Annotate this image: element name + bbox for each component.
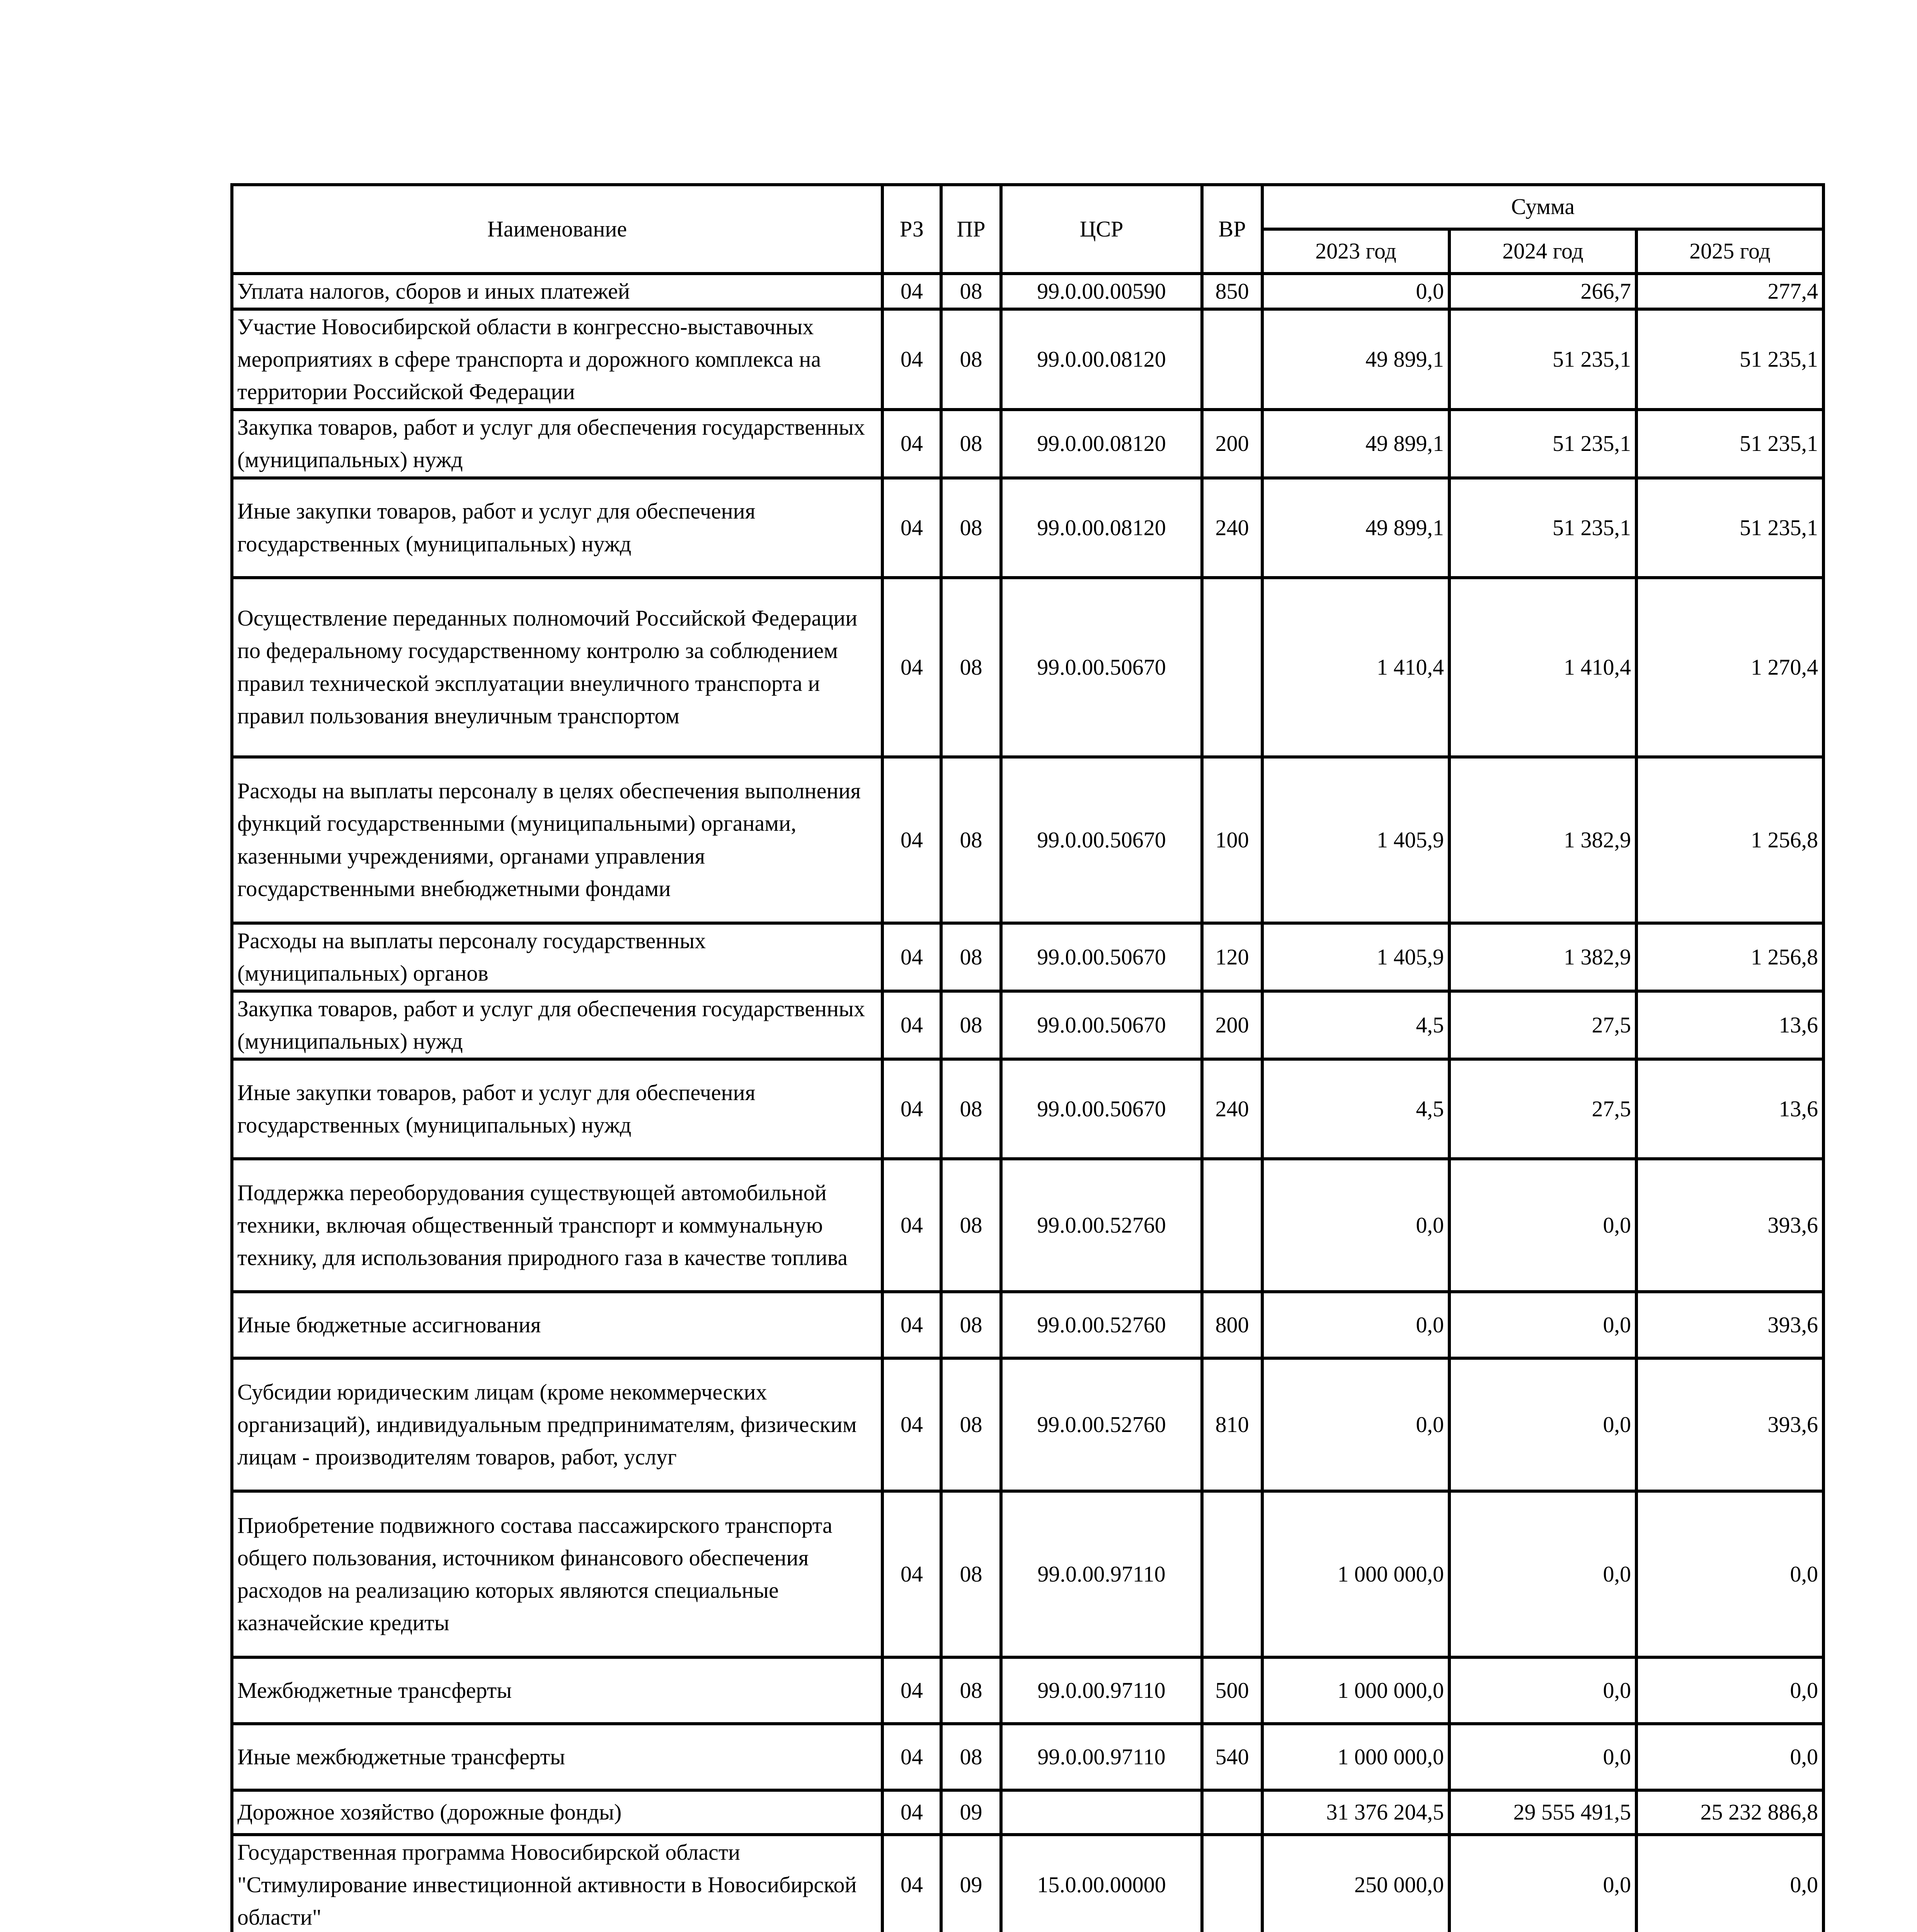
header-csr: ЦСР <box>1001 185 1202 274</box>
table-row <box>232 410 1823 478</box>
cell-pr: 08 <box>941 1724 1001 1790</box>
cell-pr: 08 <box>941 410 1001 478</box>
cell-sum-2023: 4,5 <box>1262 991 1449 1059</box>
cell-sum-2025: 0,0 <box>1636 1724 1823 1790</box>
header-rz: РЗ <box>882 185 941 274</box>
cell-sum-2025: 51 235,1 <box>1636 478 1823 578</box>
cell-rz: 04 <box>882 1358 941 1491</box>
cell-sum-2024: 0,0 <box>1449 1159 1636 1292</box>
cell-sum-2023: 31 376 204,5 <box>1262 1790 1449 1835</box>
table-row <box>232 1059 1823 1159</box>
cell-rz: 04 <box>882 1724 941 1790</box>
cell-sum-2023: 0,0 <box>1262 1159 1449 1292</box>
cell-vr: 100 <box>1202 757 1262 923</box>
table-row <box>232 1292 1823 1358</box>
cell-sum-2024: 51 235,1 <box>1449 478 1636 578</box>
table-row <box>232 757 1823 923</box>
cell-vr: 500 <box>1202 1657 1262 1724</box>
cell-vr <box>1202 1491 1262 1657</box>
cell-rz: 04 <box>882 410 941 478</box>
cell-pr: 08 <box>941 1491 1001 1657</box>
cell-sum-2024: 0,0 <box>1449 1358 1636 1491</box>
header-name: Наименование <box>232 185 882 274</box>
header-sum: Сумма <box>1262 185 1823 229</box>
cell-vr: 240 <box>1202 1059 1262 1159</box>
table-row <box>232 1835 1823 1932</box>
cell-name: Закупка товаров, работ и услуг для обеспечения государственных (муниципальных) нужд <box>232 410 882 478</box>
cell-sum-2024: 266,7 <box>1449 274 1636 309</box>
cell-csr: 99.0.00.50670 <box>1001 757 1202 923</box>
cell-rz: 04 <box>882 274 941 309</box>
cell-sum-2025: 0,0 <box>1636 1835 1823 1932</box>
cell-rz: 04 <box>882 1790 941 1835</box>
cell-csr: 99.0.00.97110 <box>1001 1491 1202 1657</box>
table-row <box>232 1657 1823 1724</box>
cell-csr: 99.0.00.50670 <box>1001 1059 1202 1159</box>
cell-name: Осуществление переданных полномочий Российской Федерации по федеральному государственному контролю за соблюдением правил технической эксплуатации внеуличного транспорта и правил пользования внеуличным транспортом <box>232 578 882 757</box>
cell-pr: 09 <box>941 1835 1001 1932</box>
cell-vr <box>1202 578 1262 757</box>
cell-sum-2024: 0,0 <box>1449 1292 1636 1358</box>
cell-rz: 04 <box>882 1292 941 1358</box>
cell-pr: 08 <box>941 1059 1001 1159</box>
table-row <box>232 1358 1823 1491</box>
cell-vr <box>1202 309 1262 410</box>
cell-rz: 04 <box>882 1159 941 1292</box>
header-pr: ПР <box>941 185 1001 274</box>
cell-csr: 99.0.00.00590 <box>1001 274 1202 309</box>
cell-name: Межбюджетные трансферты <box>232 1657 882 1724</box>
header-year-2024: 2024 год <box>1449 229 1636 274</box>
cell-pr: 08 <box>941 1292 1001 1358</box>
cell-rz: 04 <box>882 757 941 923</box>
cell-vr: 200 <box>1202 410 1262 478</box>
header-year-2023: 2023 год <box>1262 229 1449 274</box>
cell-sum-2025: 1 256,8 <box>1636 757 1823 923</box>
cell-pr: 08 <box>941 578 1001 757</box>
table-row <box>232 478 1823 578</box>
table-row <box>232 578 1823 757</box>
cell-name: Иные межбюджетные трансферты <box>232 1724 882 1790</box>
cell-pr: 08 <box>941 991 1001 1059</box>
cell-csr: 99.0.00.50670 <box>1001 991 1202 1059</box>
table-row <box>232 923 1823 991</box>
cell-csr: 99.0.00.52760 <box>1001 1159 1202 1292</box>
cell-sum-2023: 4,5 <box>1262 1059 1449 1159</box>
cell-sum-2024: 0,0 <box>1449 1835 1636 1932</box>
cell-sum-2023: 1 405,9 <box>1262 757 1449 923</box>
cell-sum-2023: 49 899,1 <box>1262 309 1449 410</box>
cell-sum-2024: 0,0 <box>1449 1491 1636 1657</box>
cell-rz: 04 <box>882 478 941 578</box>
cell-pr: 08 <box>941 757 1001 923</box>
cell-csr <box>1001 1790 1202 1835</box>
cell-name: Закупка товаров, работ и услуг для обеспечения государственных (муниципальных) нужд <box>232 991 882 1059</box>
cell-rz: 04 <box>882 991 941 1059</box>
cell-pr: 08 <box>941 1159 1001 1292</box>
cell-sum-2024: 27,5 <box>1449 991 1636 1059</box>
cell-csr: 99.0.00.08120 <box>1001 309 1202 410</box>
cell-sum-2025: 51 235,1 <box>1636 410 1823 478</box>
cell-vr: 200 <box>1202 991 1262 1059</box>
cell-sum-2023: 0,0 <box>1262 1292 1449 1358</box>
cell-name: Расходы на выплаты персоналу в целях обеспечения выполнения функций государственными (муниципальными) органами, казенными учреждениями, органами управления государственными внебюджетными фондами <box>232 757 882 923</box>
cell-rz: 04 <box>882 309 941 410</box>
cell-csr: 99.0.00.50670 <box>1001 923 1202 991</box>
cell-csr: 99.0.00.52760 <box>1001 1292 1202 1358</box>
cell-pr: 09 <box>941 1790 1001 1835</box>
cell-sum-2025: 393,6 <box>1636 1292 1823 1358</box>
cell-sum-2023: 250 000,0 <box>1262 1835 1449 1932</box>
cell-vr: 540 <box>1202 1724 1262 1790</box>
cell-sum-2023: 1 000 000,0 <box>1262 1657 1449 1724</box>
cell-vr: 240 <box>1202 478 1262 578</box>
cell-name: Иные закупки товаров, работ и услуг для обеспечения государственных (муниципальных) нужд <box>232 1059 882 1159</box>
cell-sum-2024: 29 555 491,5 <box>1449 1790 1636 1835</box>
table-row <box>232 274 1823 309</box>
cell-vr: 120 <box>1202 923 1262 991</box>
header-vr: ВР <box>1202 185 1262 274</box>
cell-csr: 15.0.00.00000 <box>1001 1835 1202 1932</box>
cell-pr: 08 <box>941 309 1001 410</box>
cell-name: Иные закупки товаров, работ и услуг для обеспечения государственных (муниципальных) нужд <box>232 478 882 578</box>
cell-sum-2024: 1 382,9 <box>1449 757 1636 923</box>
table-row <box>232 1159 1823 1292</box>
table-row <box>232 991 1823 1059</box>
cell-sum-2024: 51 235,1 <box>1449 309 1636 410</box>
cell-rz: 04 <box>882 578 941 757</box>
cell-sum-2025: 1 256,8 <box>1636 923 1823 991</box>
cell-name: Уплата налогов, сборов и иных платежей <box>232 274 882 309</box>
cell-sum-2023: 49 899,1 <box>1262 410 1449 478</box>
cell-name: Субсидии юридическим лицам (кроме некоммерческих организаций), индивидуальным предпринимателям, физическим лицам - производителям товаров, работ, услуг <box>232 1358 882 1491</box>
cell-sum-2024: 0,0 <box>1449 1724 1636 1790</box>
cell-sum-2023: 1 410,4 <box>1262 578 1449 757</box>
cell-sum-2025: 393,6 <box>1636 1159 1823 1292</box>
cell-csr: 99.0.00.50670 <box>1001 578 1202 757</box>
table-row <box>232 309 1823 410</box>
table-row <box>232 1491 1823 1657</box>
cell-pr: 08 <box>941 923 1001 991</box>
cell-name: Приобретение подвижного состава пассажирского транспорта общего пользования, источником финансового обеспечения расходов на реализацию которых являются специальные казначейские кредиты <box>232 1491 882 1657</box>
table-row <box>232 1724 1823 1790</box>
cell-csr: 99.0.00.97110 <box>1001 1657 1202 1724</box>
cell-sum-2025: 277,4 <box>1636 274 1823 309</box>
cell-pr: 08 <box>941 274 1001 309</box>
cell-sum-2024: 51 235,1 <box>1449 410 1636 478</box>
cell-vr <box>1202 1159 1262 1292</box>
cell-csr: 99.0.00.52760 <box>1001 1358 1202 1491</box>
cell-pr: 08 <box>941 1358 1001 1491</box>
cell-rz: 04 <box>882 1059 941 1159</box>
cell-rz: 04 <box>882 1835 941 1932</box>
cell-vr: 810 <box>1202 1358 1262 1491</box>
cell-name: Государственная программа Новосибирской области "Стимулирование инвестиционной активности в Новосибирской области" <box>232 1835 882 1932</box>
cell-sum-2024: 1 410,4 <box>1449 578 1636 757</box>
cell-sum-2023: 0,0 <box>1262 274 1449 309</box>
cell-sum-2023: 49 899,1 <box>1262 478 1449 578</box>
cell-name: Участие Новосибирской области в конгрессно-выставочных мероприятиях в сфере транспорта и дорожного комплекса на территории Российской Федерации <box>232 309 882 410</box>
cell-vr <box>1202 1790 1262 1835</box>
cell-vr: 800 <box>1202 1292 1262 1358</box>
header-year-2025: 2025 год <box>1636 229 1823 274</box>
cell-sum-2024: 27,5 <box>1449 1059 1636 1159</box>
budget-table <box>230 183 1825 1932</box>
cell-vr <box>1202 1835 1262 1932</box>
cell-csr: 99.0.00.97110 <box>1001 1724 1202 1790</box>
cell-pr: 08 <box>941 478 1001 578</box>
cell-sum-2025: 1 270,4 <box>1636 578 1823 757</box>
cell-csr: 99.0.00.08120 <box>1001 478 1202 578</box>
cell-sum-2023: 1 405,9 <box>1262 923 1449 991</box>
cell-sum-2025: 0,0 <box>1636 1491 1823 1657</box>
cell-name: Иные бюджетные ассигнования <box>232 1292 882 1358</box>
cell-sum-2023: 0,0 <box>1262 1358 1449 1491</box>
cell-name: Поддержка переоборудования существующей автомобильной техники, включая общественный транспорт и коммунальную технику, для использования природного газа в качестве топлива <box>232 1159 882 1292</box>
cell-rz: 04 <box>882 1657 941 1724</box>
cell-sum-2025: 51 235,1 <box>1636 309 1823 410</box>
cell-sum-2024: 0,0 <box>1449 1657 1636 1724</box>
cell-sum-2025: 393,6 <box>1636 1358 1823 1491</box>
cell-name: Дорожное хозяйство (дорожные фонды) <box>232 1790 882 1835</box>
cell-csr: 99.0.00.08120 <box>1001 410 1202 478</box>
cell-sum-2023: 1 000 000,0 <box>1262 1724 1449 1790</box>
cell-sum-2025: 25 232 886,8 <box>1636 1790 1823 1835</box>
cell-pr: 08 <box>941 1657 1001 1724</box>
cell-sum-2025: 13,6 <box>1636 1059 1823 1159</box>
cell-sum-2023: 1 000 000,0 <box>1262 1491 1449 1657</box>
table-row <box>232 1790 1823 1835</box>
cell-rz: 04 <box>882 923 941 991</box>
table-body <box>232 274 1823 1932</box>
cell-name: Расходы на выплаты персоналу государственных (муниципальных) органов <box>232 923 882 991</box>
cell-vr: 850 <box>1202 274 1262 309</box>
cell-rz: 04 <box>882 1491 941 1657</box>
cell-sum-2024: 1 382,9 <box>1449 923 1636 991</box>
cell-sum-2025: 0,0 <box>1636 1657 1823 1724</box>
cell-sum-2025: 13,6 <box>1636 991 1823 1059</box>
